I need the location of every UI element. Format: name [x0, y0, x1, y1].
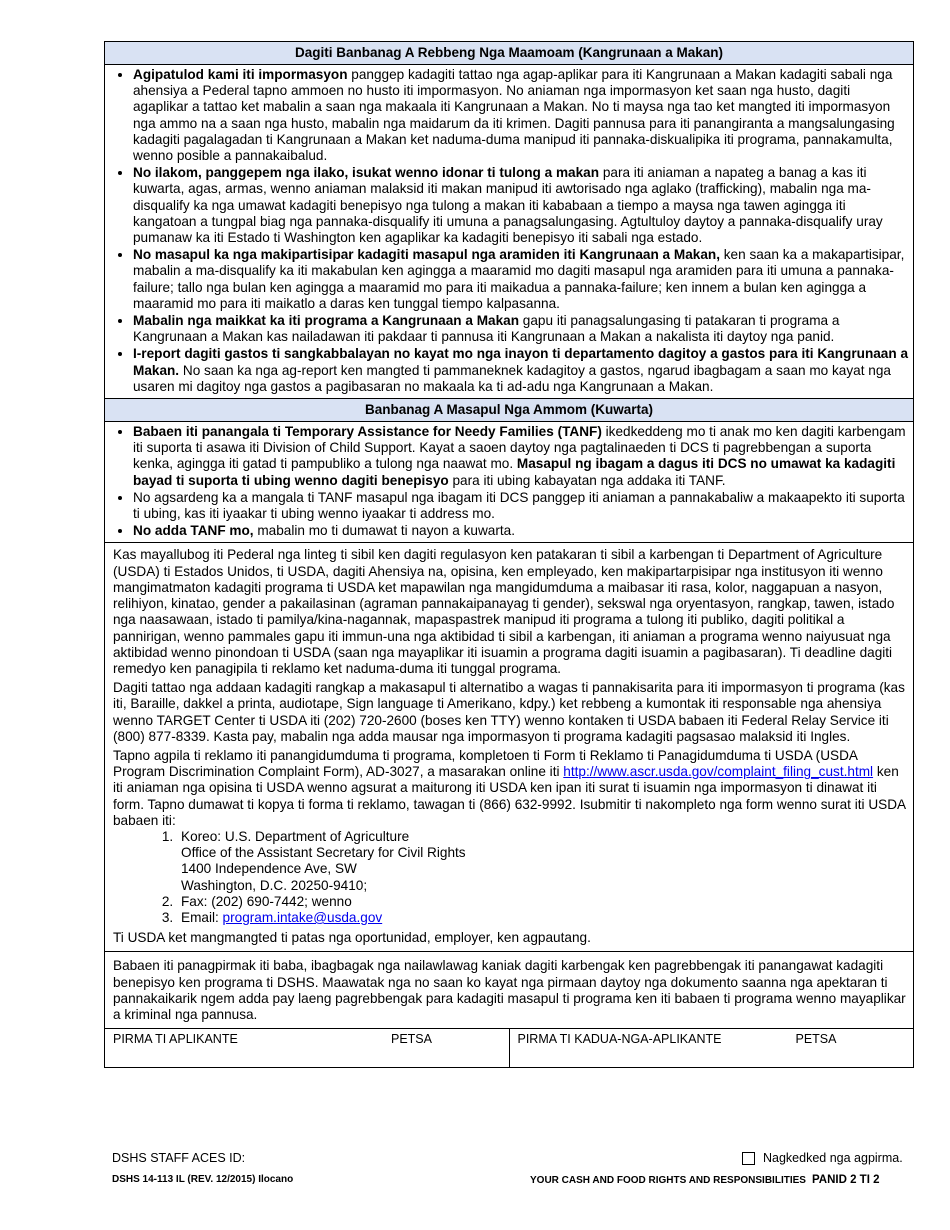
- list-item: • Babaen iti panangala ti Temporary Assistance for Needy Families (TANF) ikedkeddeng mo ti anak mo ken dagiti karbengam iti suporta ti asawa iti Division of Child Support. Kayat a saoen daytoy nga pagtalinaeden ti DCS ti pagrebbengan a suporta kenka, agingga iti gatad ti pampubliko a tulong nga naawat mo. Masapul ng ibagam a dagus iti DCS no umawat ka kadagiti bayad ti suporta ti ubing wenno dagiti benepisyo para iti ubing kabayatan nga addaka iti TANF.: [133, 424, 909, 489]
- list-item: 3. Email: program.intake@usda.gov: [177, 910, 907, 926]
- rights-form: [104, 41, 914, 1068]
- cash-rights-list: [105, 422, 913, 542]
- list-item: • No adda TANF mo, mabalin mo ti dumawat ti nayon a kuwarta.: [133, 523, 909, 539]
- equal-opportunity-statement: Ti USDA ket mangmangted ti patas nga oportunidad, employer, ken agpautang.: [113, 930, 591, 946]
- complaint-paragraph: Tapno agpila ti reklamo iti panangidumduma ti programa, kompletoen ti Form ti Reklamo ti Panagidumduma ti USDA (USDA Program Discrimination Complaint Form), AD-3027, a masarakan online iti http://www.ascr.usda.gov/complaint_filing_cust.html ken iti aniaman nga opisina ti USDA wenno agsurat a maiturong iti USDA ken ipan iti surat ti isuamin nga impormasyon ti dinawat iti form. Tapno dumawat ti kopya ti forma ti reklamo, tawagan ti (866) 632-9992. Isubmitir ti nakompleto nga form wenno surat iti USDA babaen iti:: [113, 747, 906, 828]
- email-link[interactable]: program.intake@usda.gov: [222, 909, 383, 925]
- coapplicant-date-label: PETSA: [795, 1032, 837, 1047]
- refused-checkbox[interactable]: [742, 1152, 755, 1165]
- section-heading-food: Dagiti Banbanag A Rebbeng Nga Maamoam (Kangrunaan a Makan): [105, 42, 913, 65]
- applicant-signature-field[interactable]: [105, 1029, 509, 1067]
- food-rights-list: [105, 65, 913, 398]
- staff-aces-id-label: DSHS STAFF ACES ID:: [112, 1151, 246, 1165]
- section-heading-cash: Banbanag A Masapul Nga Ammom (Kuwarta): [105, 398, 913, 422]
- list-item: • Mabalin nga maikkat ka iti programa a Kangrunaan a Makan gapu iti panagsalungasing ti patakaran ti programa a Kangrunaan a Makan kas nailadawan iti pakdaar ti pannusa iti Kangrunaan a Makan a nakalista iti daytoy nga panid.: [133, 313, 909, 345]
- list-item: • Agipatulod kami iti impormasyon panggep kadagiti tattao nga agap-aplikar para iti Kangrunaan a Makan kadagiti sabali nga ahensiya a Pederal tapno ammoen no husto iti impormasyon. No aniaman nga impormasyon ket saan nga husto, dagiti agaplikar a tattao ket mabalin a saan nga makaala iti Kangrunaan a Makan. No ti maysa nga tao ket mangted iti impormasyon nga ammo na a saan nga husto, mabalin nga maidarum da iti krimen. Dagiti pannusa para iti panangiranta a mangsalungasing kadagiti pagalagadan ti Kangrunaan a Makan ket naduma-duma manipud iti pannaka-diskualipika iti programa, pannakamulta, wenno posible a pannakaibalud.: [133, 67, 909, 164]
- complaint-form-link[interactable]: http://www.ascr.usda.gov/complaint_filing_cust.html: [563, 764, 874, 780]
- list-item: 1. Koreo: U.S. Department of Agriculture Office of the Assistant Secretary for Civil Rights 1400 Independence Ave, SW Washington, D.C. 20250-9410;: [177, 829, 907, 894]
- list-item: • No ilakom, panggepem nga ilako, isukat wenno idonar ti tulong a makan para iti aniaman a napateg a banag a kas iti kuwarta, agas, armas, wenno aniaman malaksid iti makan manipud iti awtorisado nga aglako (trafficking), mabalin nga ma-disqualify ka nga umawat kadagiti benepisyo nga tulong a makan iti kababaan a tiempo a maysa nga tawen agingga iti kangatoan a tungpal biag nga pannaka-disqualify iti umuna a panagsalungasing. Agtultuloy daytoy a pannaka-disqualify uray pumanaw ka iti Estado ti Washington ken agaplikar ka kadagiti benepisyo iti sabali nga estado.: [133, 165, 909, 246]
- applicant-date-label: PETSA: [391, 1032, 432, 1047]
- coapplicant-signature-field[interactable]: [509, 1029, 914, 1067]
- footer-title: YOUR CASH AND FOOD RIGHTS AND RESPONSIBILITIES PANID 2 TI 2: [530, 1174, 880, 1186]
- alternative-communication-paragraph: Dagiti tattao nga addaan kadagiti rangkap a makasapul ti alternatibo a wagas ti pannakisarita para iti impormasyon ti programa (kas iti, Baraille, dakkel a printa, audiotape, Sign language ti Amerikano, kdpy.) ket rebbeng a kumontak iti responsable nga ahensiya wenno TARGET Center ti USDA iti (202) 720-2600 (boses ken TTY) wenno kontaken ti USDA babaen iti Federal Relay Service iti (800) 877-8339. Kasta pay, mabalin nga adda mausar nga impormasyon ti programa kadagiti pagsasao malaksid iti Ingles.: [113, 680, 905, 744]
- list-item: 2. Fax: (202) 690-7442; wenno: [177, 894, 907, 910]
- list-item: • I-report dagiti gastos ti sangkabbalayan no kayat mo nga inayon ti departamento dagitoy a gastos para iti Kangrunaan a Makan. No saan ka nga ag-report ken mangted ti pammaneknek kadagitoy a gastos, ngarud ibagbagam a saan mo kayat nga usaren mi dagitoy nga gastos a pagibasaran no makaala ka ti ad-adu nga Kangrunaan a Makan.: [133, 346, 909, 395]
- nondiscrimination-statement: [105, 542, 913, 951]
- nondiscrimination-paragraph: Kas mayallubog iti Pederal nga linteg ti sibil ken dagiti regulasyon ken patakaran ti sibil a karbengan ti Department of Agriculture (USDA) ti Estados Unidos, ti USDA, dagiti Ahensiya na, opisina, ken empleyado, ken makipartarpisipar nga institusyon iti wenno mangimatmaton kadagiti programa ti USDA ket mapawilan nga mangidumduma a maibasar iti rasa, kolor, naggapuan a nasyon, relihiyon, kinatao, gender a pakailasinan (agraman pannakaipanayag ti gender), sekswal nga oryentasyon, rangkap, tawen, istado nga naasawaan, istado ti pamilya/kina-nagannak, mapaspastrek manipud iti programa a tulong iti publiko, dagiti politikal a pannirigan, wenno pammales gapu iti immun-una nga aktibidad ti sibil a karbengan, iti aniaman a programa wenno naiyusuat nga aktibidad wenno pinondoan ti USDA (saan nga mayaplikar iti isuamin a programa dagiti isuamin a pagibasaran). Ti deadline dagiti remedyo ken panagipila ti reklamo ket naduma-duma iti tunggal programa.: [113, 547, 895, 676]
- acknowledgement-text: Babaen iti panagpirmak iti baba, ibagbagak nga nailawlawag kaniak dagiti karbengak ken pagrebbengak iti panangawat kadagiti benepisyo ken programa ti DSHS. Maawatak nga no saan ko kayat nga pirmaan daytoy nga dokumento saanna nga apektaran ti pannakaikarik ngem adda pay laeng pagrebbengak para kadagiti masapul ti programa ken iti babaen ti programa wenno mayaplikar a kriminal nga pannusa.: [113, 958, 906, 1022]
- refused-to-sign[interactable]: [742, 1151, 903, 1165]
- acknowledgement: [105, 951, 913, 1028]
- submission-methods: [113, 829, 907, 926]
- signature-row: [105, 1028, 913, 1067]
- refused-label: Nagkedked nga agpirma.: [763, 1151, 903, 1165]
- form-number: DSHS 14-113 IL (REV. 12/2015) Ilocano: [112, 1174, 294, 1185]
- coapplicant-signature-label: PIRMA TI KADUA-NGA-APLIKANTE: [517, 1032, 722, 1047]
- applicant-signature-label: PIRMA TI APLIKANTE: [113, 1032, 238, 1047]
- page-number: PANID 2 TI 2: [811, 1174, 880, 1186]
- list-item: • No masapul ka nga makipartisipar kadagiti masapul nga aramiden iti Kangrunaan a Makan, ken saan ka a makapartisipar, mabalin a ma-disqualify ka iti makabulan ken agingga a maaramid mo dagiti masapul nga aramiden para iti umuna a pannaka-failure; tallo nga bulan ken agingga a maaramid mo para iti maikadua a pannaka-failure; ken innem a bulan ken agingga a maaramid mo para iti maikatlo a daras ken tunggal tiempo kalpasanna.: [133, 247, 909, 312]
- list-item: • No agsardeng ka a mangala ti TANF masapul nga ibagam iti DCS panggep iti aniaman a pannakabaliw a makaapekto iti suporta ti ubing, kas iti iyaakar ti ubing wenno iyaakar ti address mo.: [133, 490, 909, 522]
